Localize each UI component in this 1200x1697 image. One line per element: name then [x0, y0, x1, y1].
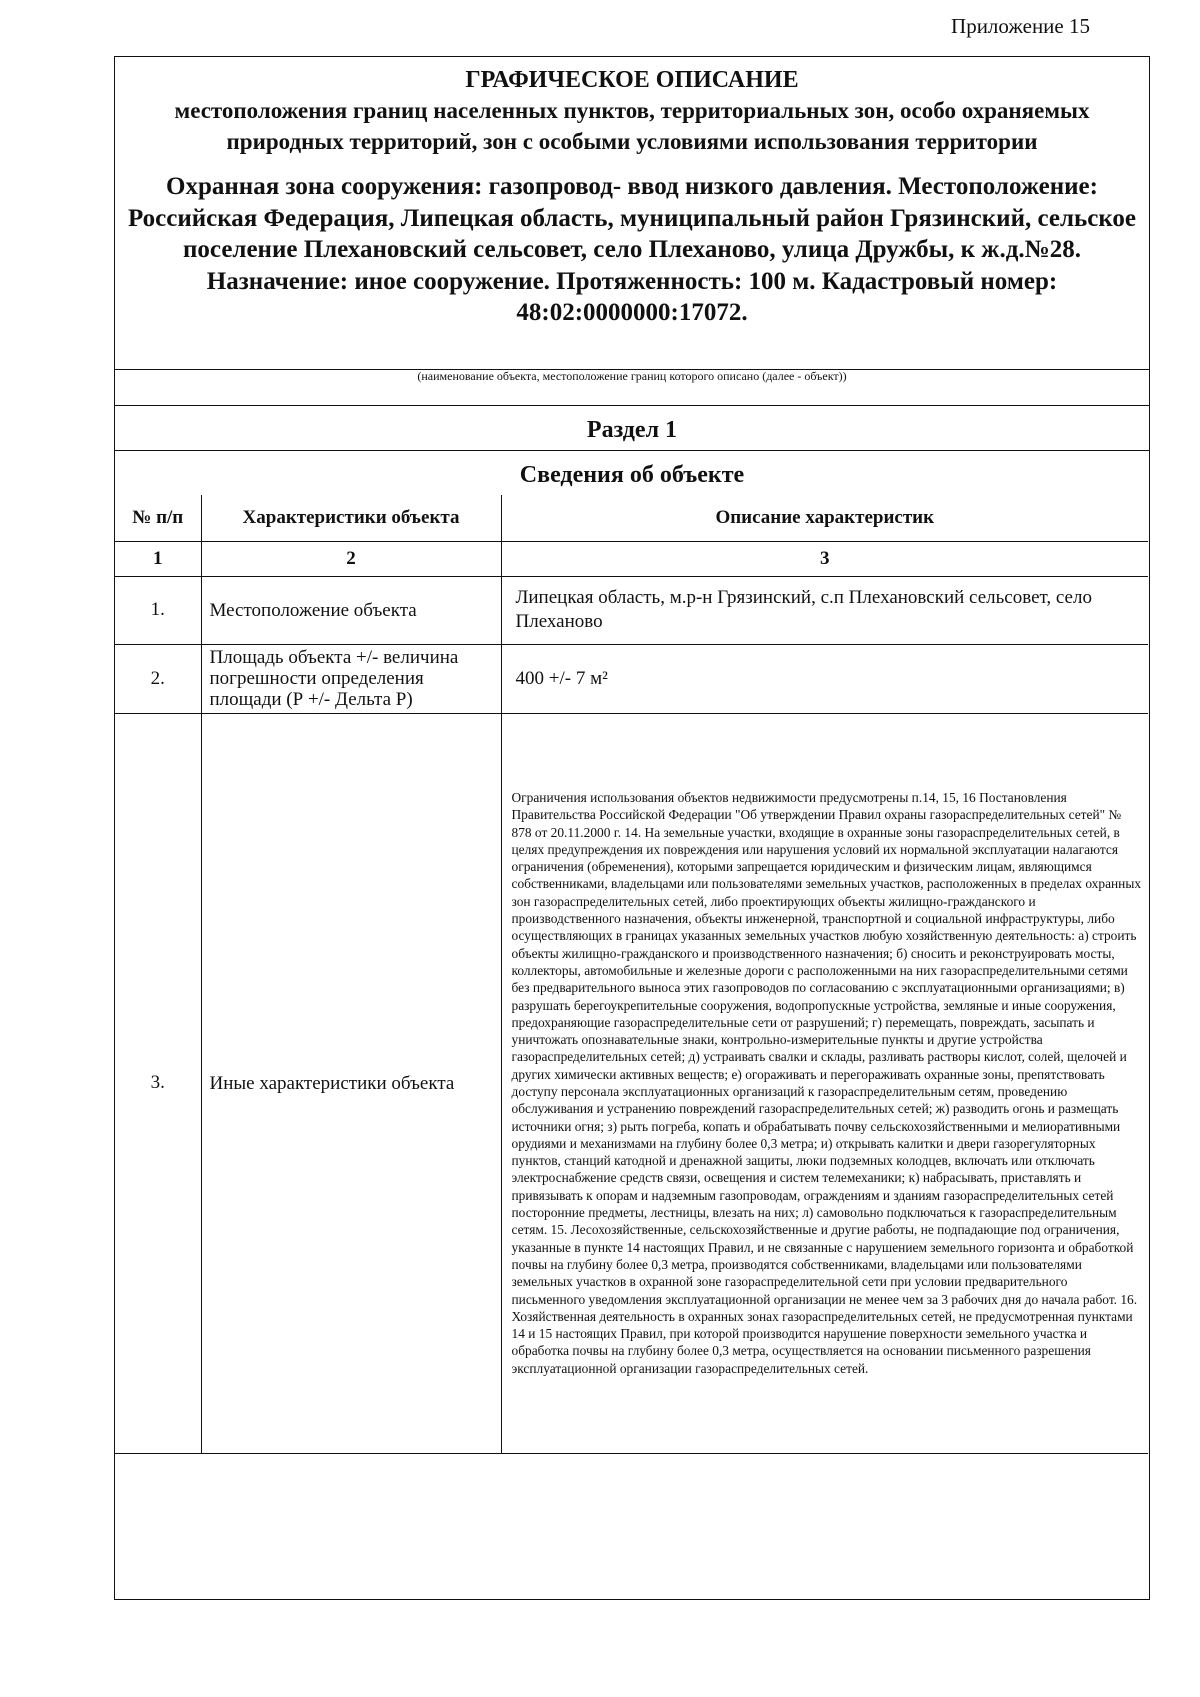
divider: [115, 450, 1149, 451]
divider: [115, 405, 1149, 406]
table-header-row: [115, 495, 1148, 541]
document-header: [115, 57, 1149, 369]
table-row: [115, 644, 1148, 713]
row-description: Липецкая область, м.р-н Грязинский, с.п Плехановский сельсовет, село Плеханово: [501, 576, 1148, 644]
appendix-label: Приложение 15: [951, 14, 1090, 38]
row-number: 1.: [115, 576, 201, 644]
row-characteristic: Иные характеристики объекта: [201, 713, 501, 1453]
row-description: Ограничения использования объектов недвижимости предусмотрены п.14, 15, 16 Постановления Правительства Российской Федерации "Об утверждении Правил охраны газораспределительных сетей" № 878 от 20.11.2000 г. 14. На земельные участки, входящие в охранные зоны газораспределительных сетей, в целях предупреждения их повреждения или нарушения условий их нормальной эксплуатации налагаются ограничения (обременения), которыми запрещается юридическим и физическим лицам, являющимся собственниками, владельцами или пользователями земельных участков, расположенных в пределах охранных зон газораспределительных сетей, либо проектирующих объекты жилищно-гражданского и производственного назначения, объекты инженерной, транспортной и социальной инфраструктуры, либо осуществляющих в границах указанных земельных участков любую хозяйственную деятельность: а) строить объекты жилищно-гражданского и производственного назначения; б) сносить и реконструировать мосты, коллекторы, автомобильные и железные дороги с расположенными на них газораспределительными сетями без предварительного выноса этих газопроводов по согласованию с эксплуатационными организациями; в) разрушать берегоукрепительные сооружения, водопропускные устройства, земляные и иные сооружения, предохраняющие газораспределительные сети от разрушений; г) перемещать, повреждать, засыпать и уничтожать опознавательные знаки, контрольно-измерительные пункты и другие устройства газораспределительных сетей; д) устраивать свалки и склады, разливать растворы кислот, солей, щелочей и других химически активных веществ; е) огораживать и перегораживать охранные зоны, препятствовать доступу персонала эксплуатационных организаций к газораспределительным сетям, проведению обслуживания и устранению повреждений газораспределительных сетей; ж) разводить огонь и размещать источники огня; з) рыть погреба, копать и обрабатывать почву сельскохозяйственными и мелиоративными орудиями и механизмами на глубину более 0,3 метра; и) открывать калитки и двери газорегуляторных пунктов, станций катодной и дренажной защиты, люки подземных колодцев, включать или отключать электроснабжение средств связи, освещения и систем телемеханики; к) набрасывать, приставлять и привязывать к опорам и надземным газопроводам, ограждениям и зданиям газораспределительных сетей посторонние предметы, лестницы, влезать на них; л) самовольно подключаться к газораспределительным сетям. 15. Лесохозяйственные, сельскохозяйственные и другие работы, не подпадающие под ограничения, указанные в пункте 14 настоящих Правил, и не связанные с нарушением земельного горизонта и обработкой почвы на глубину более 0,3 метра, производятся собственниками, владельцами или пользователями земельных участков в охранной зоне газораспределительной сети при условии предварительного письменного уведомления эксплуатационной организации не менее чем за 3 рабочих дня до начала работ. 16. Хозяйственная деятельность в охранных зонах газораспределительных сетей, не предусмотренная пунктами 14 и 15 настоящих Правил, при которой производится нарушение поверхности земельного участка и обработка почвы на глубину более 0,3 метра, осуществляется на основании письменного разрешения эксплуатационной организации газораспределительных сетей.: [501, 713, 1148, 1453]
document-title: ГРАФИЧЕСКОЕ ОПИСАНИЕ: [465, 67, 799, 93]
row-number: 3.: [115, 713, 201, 1453]
header-cell-number: № п/п: [115, 495, 201, 541]
row-characteristic: Местоположение объекта: [201, 576, 501, 644]
table-row: [115, 713, 1148, 1453]
document-frame: [114, 56, 1150, 1600]
row-description: 400 +/- 7 м²: [501, 644, 1148, 713]
document-subtitle: местоположения границ населенных пунктов, территориальных зон, особо охраняемых природных территорий, зон с особыми условиями использования территории: [174, 98, 1090, 154]
column-number: 1: [115, 541, 201, 576]
row-number: 2.: [115, 644, 201, 713]
section-subtitle: Сведения об объекте: [519, 462, 745, 488]
table-row: [115, 576, 1148, 644]
object-info-table: [115, 495, 1148, 1454]
section-title: Раздел 1: [586, 417, 678, 443]
column-number: 2: [201, 541, 501, 576]
column-number: 3: [501, 541, 1148, 576]
object-caption: (наименование объекта, местоположение границ которого описано (далее - объект)): [417, 369, 847, 383]
object-description: Охранная зона сооружения: газопровод- ввод низкого давления. Местоположение: Российская Федерация, Липецкая область, муниципальный район Грязинский, сельское поселение Плехановский сельсовет, село Плеханово, улица Дружбы, к ж.д.№28. Назначение: иное сооружение. Протяженность: 100 м. Кадастровый номер: 48:02:0000000:17072.: [128, 173, 1136, 326]
header-cell-characteristic: Характеристики объекта: [201, 495, 501, 541]
row-characteristic: Площадь объекта +/- величина погрешности определения площади (Р +/- Дельта Р): [201, 644, 501, 713]
column-number-row: [115, 541, 1148, 576]
header-cell-description: Описание характеристик: [501, 495, 1148, 541]
